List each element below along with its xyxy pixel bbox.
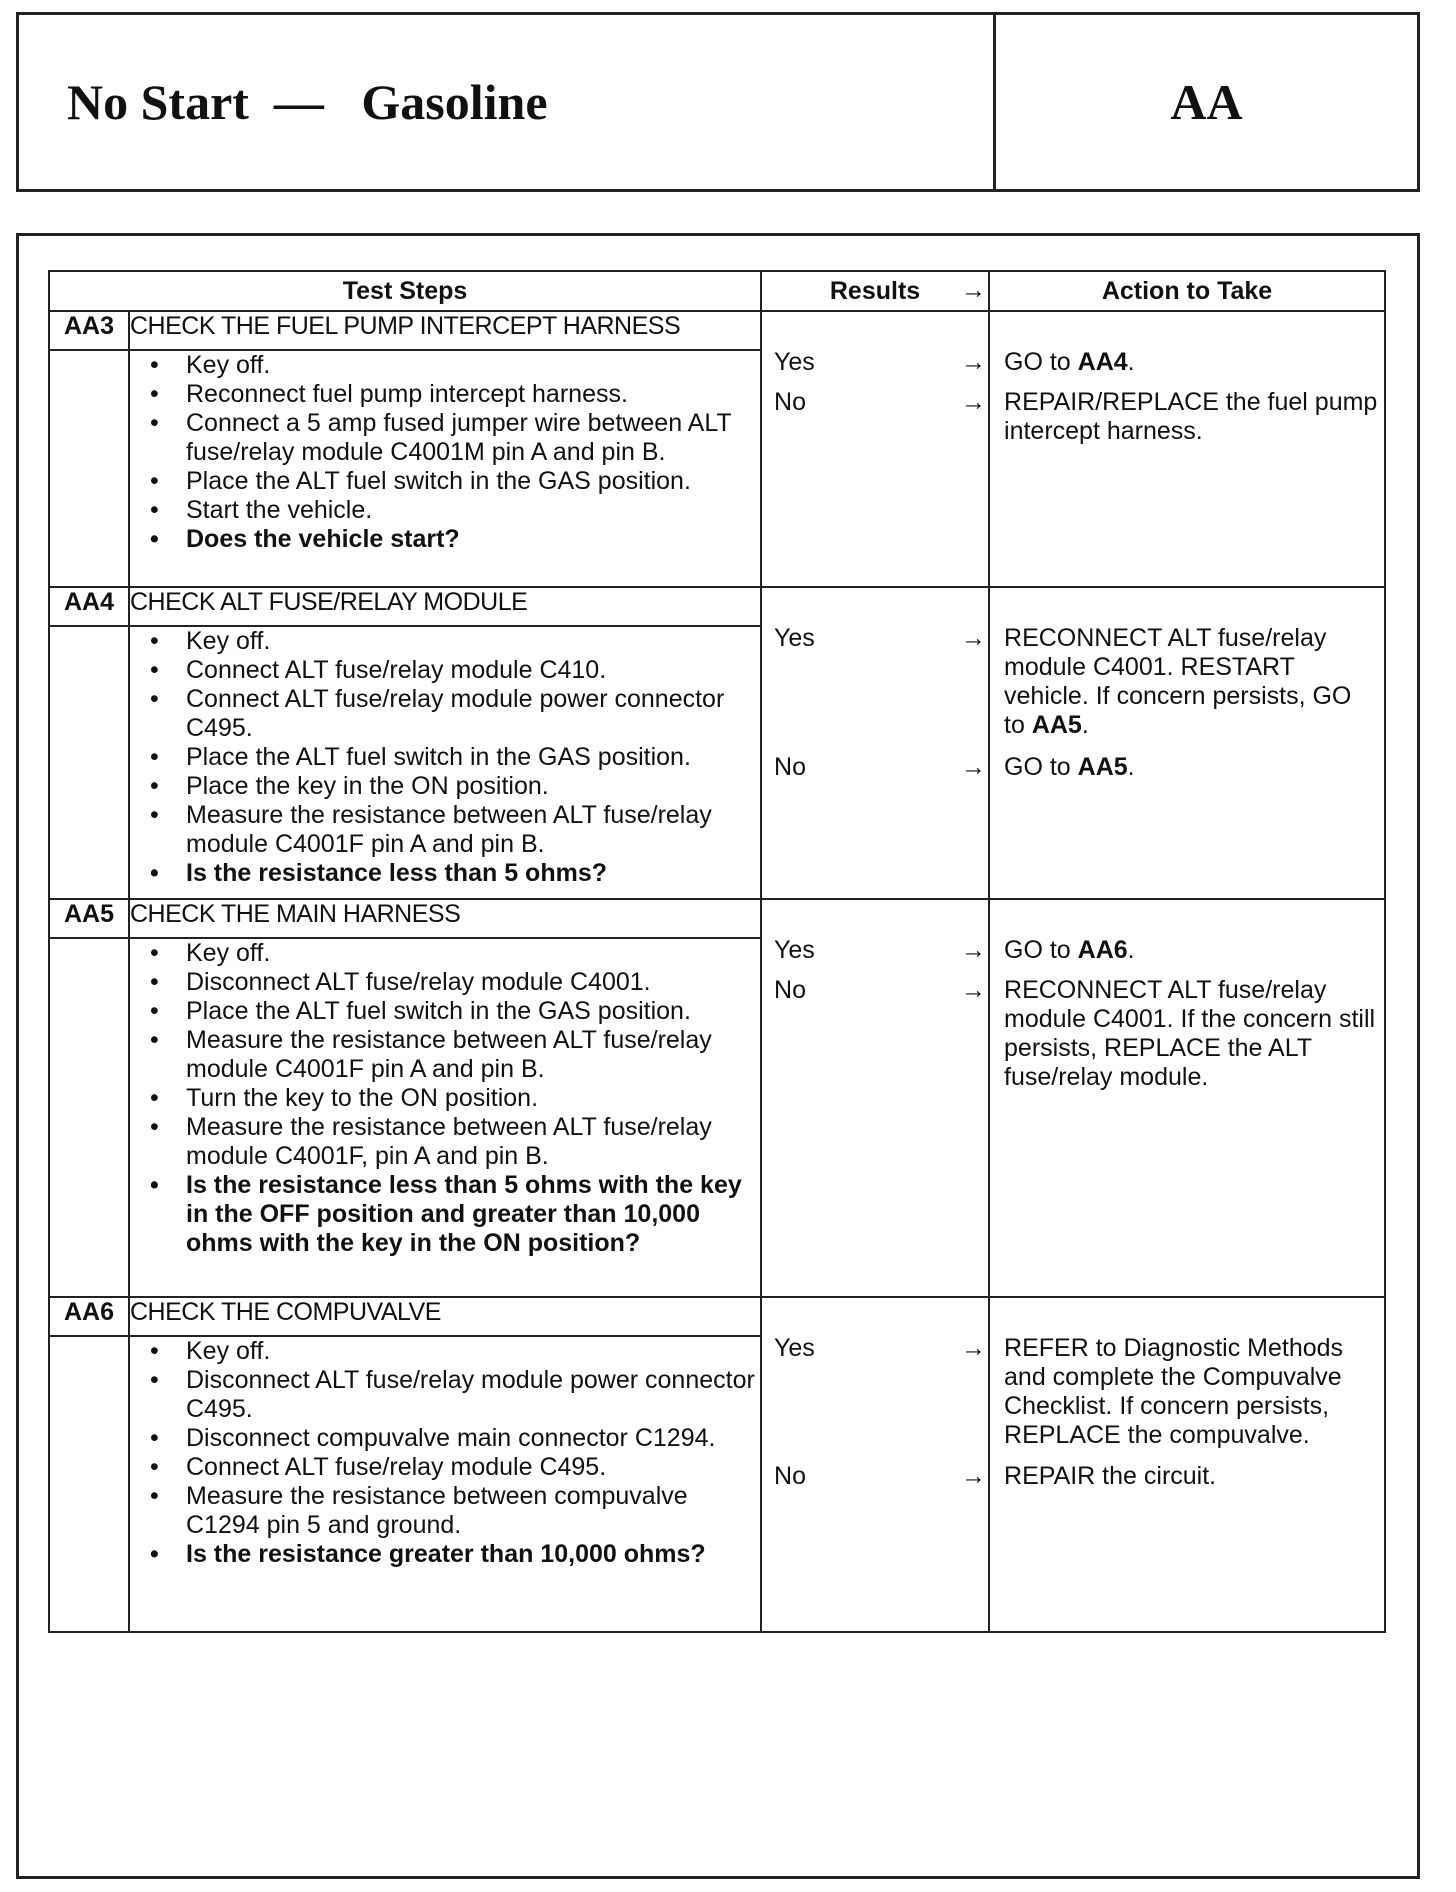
right-arrow-icon: → (961, 276, 987, 304)
action-no (1004, 1462, 1378, 1491)
right-arrow-icon: → (961, 1462, 987, 1490)
action-step-ref: AA5 (1031, 711, 1082, 739)
step-item: • Key off. (150, 627, 760, 656)
step-code-spacer (49, 938, 129, 1297)
step-list (130, 939, 760, 1258)
step-code: AA5 (49, 899, 129, 938)
step-question: • Is the resistance less than 5 ohms with the key in the OFF position and greater than 10,000 ohms with the key in the ON position? (150, 1171, 760, 1258)
result-label: No (774, 1462, 806, 1490)
step-question: • Is the resistance greater than 10,000 ohms? (150, 1540, 760, 1569)
result-no (774, 976, 988, 1005)
right-arrow-icon: → (961, 976, 987, 1004)
step-code-spacer (49, 1336, 129, 1632)
action-cell (989, 899, 1385, 1297)
action-text: RECONNECT ALT fuse/relay module C4001. If the concern still persists, REPLACE the ALT fuse/relay module. (1004, 976, 1376, 1091)
step-item: • Connect ALT fuse/relay module power connector C495. (150, 685, 760, 743)
result-no (774, 753, 988, 782)
action-step-ref: AA5 (1077, 753, 1128, 781)
page-title: No Start — Gasoline (19, 15, 996, 189)
step-heading: CHECK THE FUEL PUMP INTERCEPT HARNESS (129, 311, 761, 350)
action-step-ref: AA4 (1077, 348, 1128, 376)
step-item: • Disconnect ALT fuse/relay module power connector C495. (150, 1366, 760, 1424)
action-yes (1004, 348, 1378, 377)
page-header (16, 12, 1420, 192)
step-list (130, 627, 760, 888)
action-text-end: . (1081, 711, 1089, 739)
action-text: GO to (1004, 936, 1078, 964)
action-no (1004, 753, 1378, 782)
result-label: No (774, 976, 806, 1004)
step-item: • Place the key in the ON position. (150, 772, 760, 801)
step-heading: CHECK THE COMPUVALVE (129, 1297, 761, 1336)
results-cell (761, 899, 989, 1297)
result-label: Yes (774, 1334, 815, 1362)
action-text: REPAIR the circuit. (1004, 1462, 1217, 1490)
result-yes (774, 936, 988, 965)
action-text: RECONNECT ALT fuse/relay module C4001. RESTART vehicle. If concern persists, GO to (1004, 624, 1352, 739)
step-heading: CHECK THE MAIN HARNESS (129, 899, 761, 938)
results-cell (761, 1297, 989, 1632)
table-header-row (49, 271, 1385, 311)
step-item: • Place the ALT fuel switch in the GAS position. (150, 997, 760, 1026)
col-header-results (761, 271, 989, 311)
action-cell (989, 311, 1385, 587)
result-no (774, 388, 988, 417)
step-item: • Disconnect compuvalve main connector C1294. (150, 1424, 760, 1453)
action-cell (989, 1297, 1385, 1632)
result-yes (774, 624, 988, 653)
right-arrow-icon: → (961, 1334, 987, 1362)
step-item: • Key off. (150, 351, 760, 380)
action-step-ref: AA6 (1077, 936, 1128, 964)
right-arrow-icon: → (961, 624, 987, 652)
right-arrow-icon: → (961, 348, 987, 376)
step-item: • Key off. (150, 1337, 760, 1366)
step-item: • Connect a 5 amp fused jumper wire between ALT fuse/relay module C4001M pin A and pin B. (150, 409, 760, 467)
action-cell (989, 587, 1385, 899)
step-item: • Disconnect ALT fuse/relay module C4001. (150, 968, 760, 997)
step-item: • Reconnect fuel pump intercept harness. (150, 380, 760, 409)
step-code: AA3 (49, 311, 129, 350)
result-no (774, 1462, 988, 1491)
action-no (1004, 388, 1378, 446)
action-text: GO to (1004, 753, 1078, 781)
action-text: REPAIR/REPLACE the fuel pump intercept harness. (1004, 388, 1378, 445)
action-yes (1004, 1334, 1378, 1450)
step-item: • Place the ALT fuel switch in the GAS position. (150, 467, 760, 496)
action-yes (1004, 936, 1378, 965)
step-item: • Start the vehicle. (150, 496, 760, 525)
step-item: • Connect ALT fuse/relay module C410. (150, 656, 760, 685)
section-code: AA (1170, 74, 1243, 130)
step-item: • Measure the resistance between ALT fuse/relay module C4001F, pin A and pin B. (150, 1113, 760, 1171)
step-question: • Does the vehicle start? (150, 525, 760, 554)
step-code-spacer (49, 626, 129, 899)
step-heading: CHECK ALT FUSE/RELAY MODULE (129, 587, 761, 626)
step-code-spacer (49, 350, 129, 587)
step-heading-row (49, 311, 1385, 350)
step-item: • Measure the resistance between ALT fuse/relay module C4001F pin A and pin B. (150, 1026, 760, 1084)
step-instructions (129, 938, 761, 1297)
step-item: • Measure the resistance between ALT fuse/relay module C4001F pin A and pin B. (150, 801, 760, 859)
step-item: • Key off. (150, 939, 760, 968)
results-cell (761, 587, 989, 899)
results-cell (761, 311, 989, 587)
step-code: AA6 (49, 1297, 129, 1336)
step-instructions (129, 1336, 761, 1632)
col-header-results-label: Results (829, 276, 921, 305)
result-yes (774, 348, 988, 377)
action-text: GO to (1004, 348, 1078, 376)
action-text-end: . (1127, 348, 1135, 376)
right-arrow-icon: → (961, 388, 987, 416)
action-text-end: . (1127, 753, 1135, 781)
col-header-action: Action to Take (989, 271, 1385, 311)
result-yes (774, 1334, 988, 1363)
action-no (1004, 976, 1378, 1092)
result-label: Yes (774, 624, 815, 652)
step-item: • Connect ALT fuse/relay module C495. (150, 1453, 760, 1482)
step-heading-row (49, 587, 1385, 626)
action-text: REFER to Diagnostic Methods and complete the Compuvalve Checklist. If concern persists, REPLACE the compuvalve. (1004, 1334, 1344, 1449)
right-arrow-icon: → (961, 753, 987, 781)
step-item: • Measure the resistance between compuvalve C1294 pin 5 and ground. (150, 1482, 760, 1540)
step-question: • Is the resistance less than 5 ohms? (150, 859, 760, 888)
result-label: Yes (774, 348, 815, 376)
test-steps-table (48, 270, 1386, 1633)
right-arrow-icon: → (961, 936, 987, 964)
step-heading-row (49, 1297, 1385, 1336)
step-instructions (129, 626, 761, 899)
step-instructions (129, 350, 761, 587)
result-label: No (774, 388, 806, 416)
step-heading-row (49, 899, 1385, 938)
step-list (130, 1337, 760, 1569)
step-code: AA4 (49, 587, 129, 626)
result-label: No (774, 753, 806, 781)
col-header-test-steps: Test Steps (49, 271, 761, 311)
step-list (130, 351, 760, 554)
step-item: • Turn the key to the ON position. (150, 1084, 760, 1113)
step-item: • Place the ALT fuel switch in the GAS position. (150, 743, 760, 772)
action-yes (1004, 624, 1378, 740)
result-label: Yes (774, 936, 815, 964)
action-text-end: . (1127, 936, 1135, 964)
